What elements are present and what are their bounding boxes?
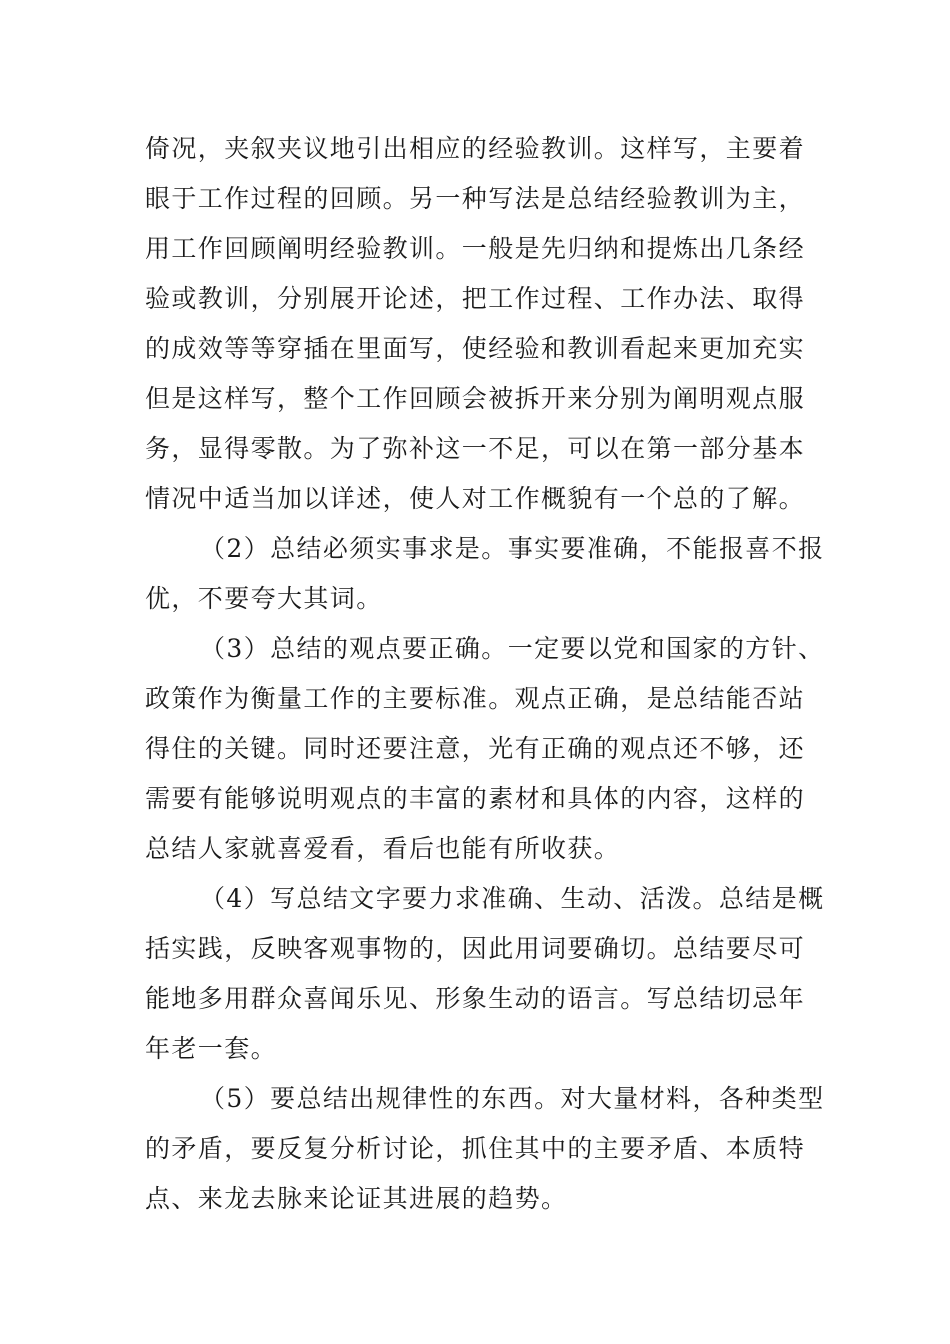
text-line: 务，显得零散。为了弥补这一不足，可以在第一部分基本 [145, 434, 806, 463]
text-line: 的矛盾，要反复分析讨论，抓住其中的主要矛盾、本质特 [145, 1134, 806, 1163]
text-line: 倚况，夹叙夹议地引出相应的经验教训。这样写，主要着 [145, 134, 806, 163]
paragraph-2-start: （2）总结必须实事求是。事实要准确，不能报喜不报 [200, 534, 825, 563]
text-line: 情况中适当加以详述，使人对工作概貌有一个总的了解。 [145, 484, 806, 513]
text-line: 总结人家就喜爱看，看后也能有所收获。 [145, 834, 621, 863]
text-line: 年老一套。 [145, 1034, 278, 1063]
paragraph-5-start: （5）要总结出规律性的东西。对大量材料，各种类型 [200, 1084, 825, 1113]
text-line: 括实践，反映客观事物的，因此用词要确切。总结要尽可 [145, 934, 806, 963]
text-line: 点、来龙去脉来论证其进展的趋势。 [145, 1184, 568, 1213]
text-line: 验或教训，分别展开论述，把工作过程、工作办法、取得 [145, 284, 806, 313]
text-line: 但是这样写，整个工作回顾会被拆开来分别为阐明观点服 [145, 384, 806, 413]
text-line: 优，不要夸大其词。 [145, 584, 383, 613]
paragraph-4-start: （4）写总结文字要力求准确、生动、活泼。总结是概 [200, 884, 825, 913]
text-line: 得住的关键。同时还要注意，光有正确的观点还不够，还 [145, 734, 806, 763]
text-line: 能地多用群众喜闻乐见、形象生动的语言。写总结切忌年 [145, 984, 806, 1013]
text-line: 用工作回顾阐明经验教训。一般是先归纳和提炼出几条经 [145, 234, 806, 263]
paragraph-3-start: （3）总结的观点要正确。一定要以党和国家的方针、 [200, 634, 825, 663]
text-line: 眼于工作过程的回顾。另一种写法是总结经验教训为主， [145, 184, 806, 213]
text-line: 的成效等等穿插在里面写，使经验和教训看起来更加充实 [145, 334, 806, 363]
text-line: 政策作为衡量工作的主要标准。观点正确，是总结能否站 [145, 684, 806, 713]
text-line: 需要有能够说明观点的丰富的素材和具体的内容，这样的 [145, 784, 806, 813]
